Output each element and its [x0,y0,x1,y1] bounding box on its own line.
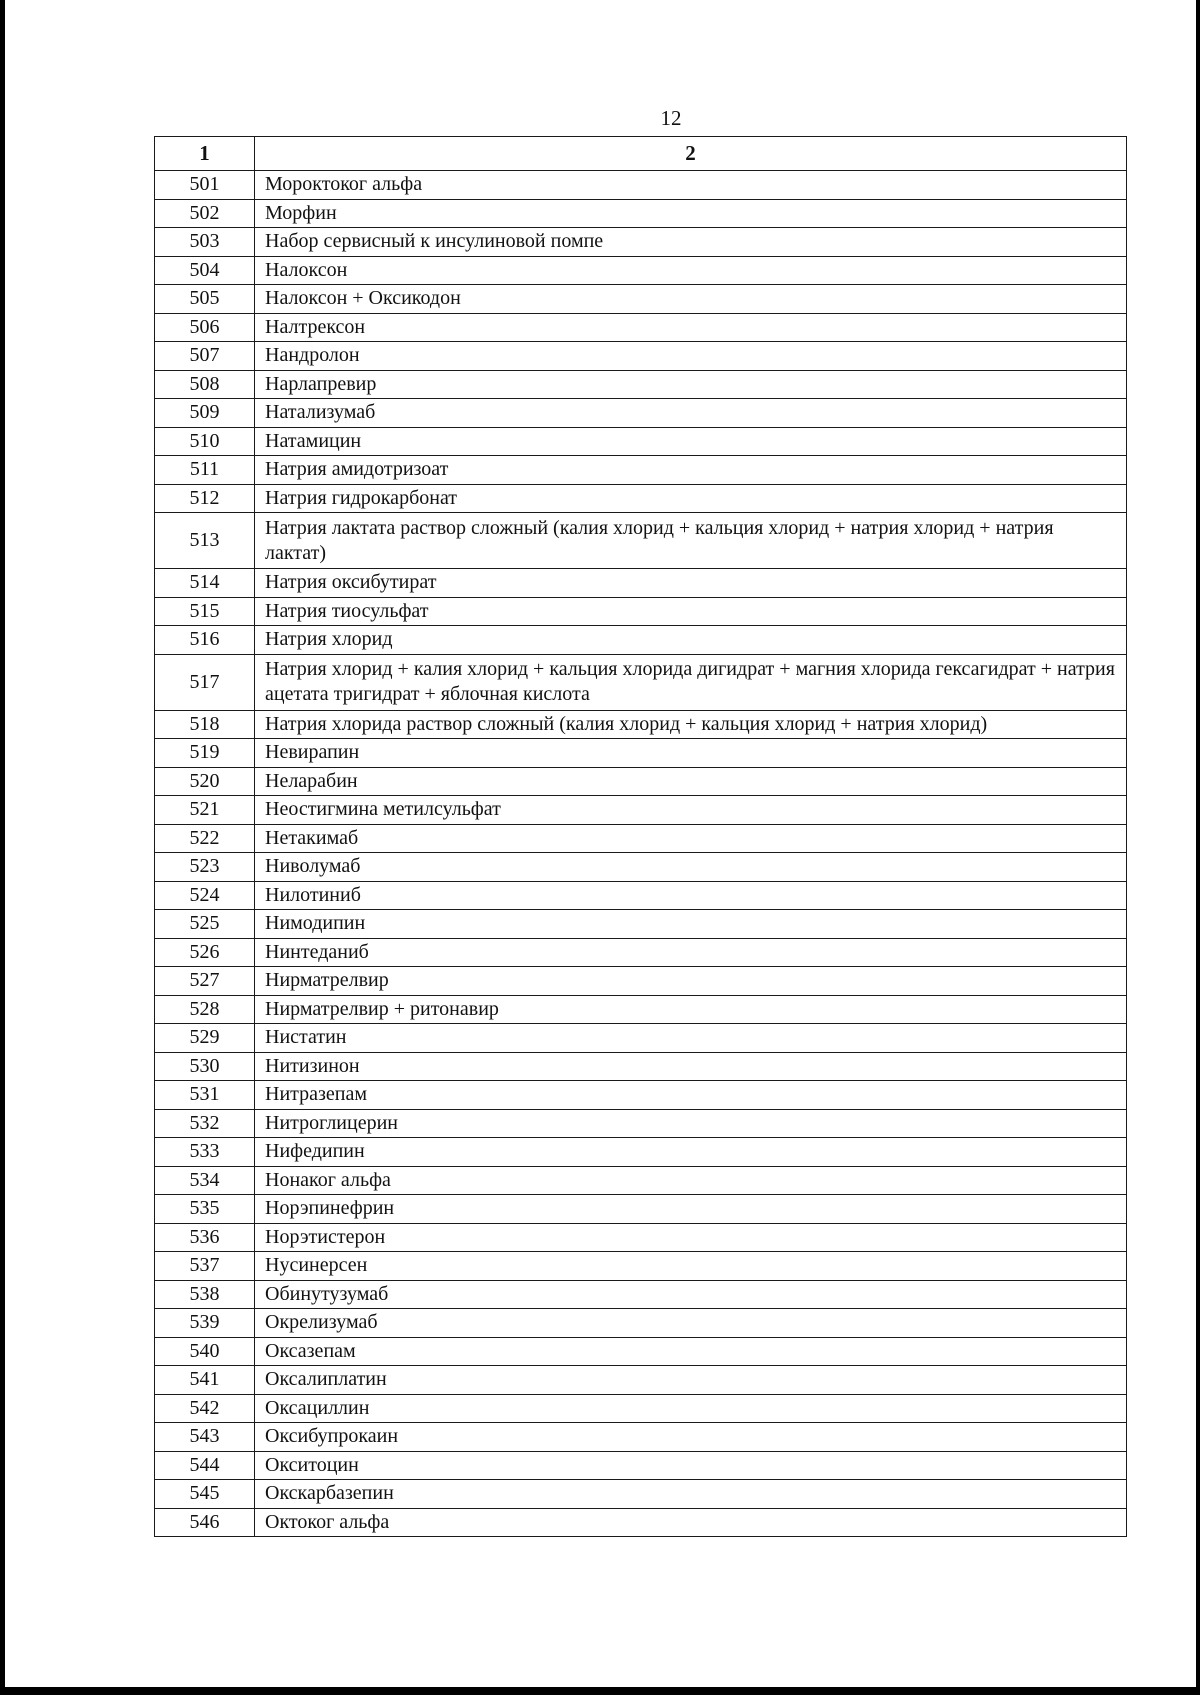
table-row [155,796,1127,825]
medicine-name: Октоког альфа [255,1508,1127,1537]
row-number: 528 [155,995,255,1024]
medicine-name: Оксибупрокаин [255,1423,1127,1452]
table-row [155,1337,1127,1366]
row-number: 529 [155,1024,255,1053]
column-header-name: 2 [255,137,1127,171]
table-row [155,513,1127,569]
table-row [155,739,1127,768]
medicine-name: Оксалиплатин [255,1366,1127,1395]
row-number: 519 [155,739,255,768]
medicine-name: Неларабин [255,767,1127,796]
row-number: 543 [155,1423,255,1452]
row-number: 510 [155,427,255,456]
column-header-number: 1 [155,137,255,171]
row-number: 526 [155,938,255,967]
medicine-name: Норэпинефрин [255,1195,1127,1224]
medicine-list-table [154,136,1127,1537]
row-number: 508 [155,370,255,399]
table-row [155,199,1127,228]
medicine-name: Норэтистерон [255,1223,1127,1252]
row-number: 540 [155,1337,255,1366]
table-row [155,1024,1127,1053]
table-row [155,1223,1127,1252]
scan-left-edge [0,0,5,1695]
row-number: 513 [155,513,255,569]
medicine-name: Натрия гидрокарбонат [255,484,1127,513]
medicine-name: Набор сервисный к инсулиновой помпе [255,228,1127,257]
row-number: 531 [155,1081,255,1110]
scan-bottom-edge [0,1687,1200,1695]
table-row [155,710,1127,739]
row-number: 524 [155,881,255,910]
table-row [155,285,1127,314]
medicine-name: Нонаког альфа [255,1166,1127,1195]
row-number: 530 [155,1052,255,1081]
table-row [155,1309,1127,1338]
scan-right-edge [1196,0,1200,1695]
row-number: 514 [155,569,255,598]
table-row [155,1195,1127,1224]
medicine-name: Налоксон + Оксикодон [255,285,1127,314]
medicine-name: Окситоцин [255,1451,1127,1480]
row-number: 533 [155,1138,255,1167]
medicine-name: Окскарбазепин [255,1480,1127,1509]
row-number: 509 [155,399,255,428]
medicine-name: Натрия лактата раствор сложный (калия хлорид + кальция хлорид + натрия хлорид + натрия лактат) [255,513,1127,569]
table-row [155,767,1127,796]
table-row [155,1052,1127,1081]
row-number: 512 [155,484,255,513]
table-row [155,1423,1127,1452]
table-row [155,1081,1127,1110]
row-number: 521 [155,796,255,825]
table-row [155,626,1127,655]
table-row [155,938,1127,967]
table-row [155,484,1127,513]
table-row [155,228,1127,257]
table-row [155,456,1127,485]
medicine-name: Ниволумаб [255,853,1127,882]
medicine-name: Натализумаб [255,399,1127,428]
row-number: 546 [155,1508,255,1537]
medicine-name: Налоксон [255,256,1127,285]
medicine-name: Нифедипин [255,1138,1127,1167]
table-row [155,171,1127,200]
table-row [155,1508,1127,1537]
row-number: 544 [155,1451,255,1480]
medicine-name: Невирапин [255,739,1127,768]
medicine-name: Нандролон [255,342,1127,371]
table-row [155,342,1127,371]
table-row [155,370,1127,399]
row-number: 535 [155,1195,255,1224]
row-number: 518 [155,710,255,739]
table-row [155,995,1127,1024]
medicine-name: Нирматрелвир + ритонавир [255,995,1127,1024]
row-number: 545 [155,1480,255,1509]
row-number: 532 [155,1109,255,1138]
table-body [155,171,1127,1537]
row-number: 538 [155,1280,255,1309]
table-row [155,1252,1127,1281]
table-row [155,881,1127,910]
row-number: 516 [155,626,255,655]
row-number: 525 [155,910,255,939]
table-row [155,1280,1127,1309]
medicine-name: Обинутузумаб [255,1280,1127,1309]
medicine-name: Окрелизумаб [255,1309,1127,1338]
medicine-name: Нинтеданиб [255,938,1127,967]
medicine-name: Нитразепам [255,1081,1127,1110]
table-row [155,1480,1127,1509]
medicine-name: Налтрексон [255,313,1127,342]
medicine-name: Натрия оксибутират [255,569,1127,598]
row-number: 527 [155,967,255,996]
medicine-name: Неостигмина метилсульфат [255,796,1127,825]
table-row [155,427,1127,456]
row-number: 505 [155,285,255,314]
medicine-name: Натрия хлорид [255,626,1127,655]
table-row [155,824,1127,853]
row-number: 520 [155,767,255,796]
row-number: 502 [155,199,255,228]
medicine-name: Морфин [255,199,1127,228]
table-row [155,1138,1127,1167]
medicine-name: Нитизинон [255,1052,1127,1081]
table-row [155,1366,1127,1395]
row-number: 507 [155,342,255,371]
medicine-name: Оксазепам [255,1337,1127,1366]
table-row [155,569,1127,598]
table-row [155,853,1127,882]
row-number: 515 [155,597,255,626]
medicine-name: Нилотиниб [255,881,1127,910]
table-row [155,654,1127,710]
table-row [155,1166,1127,1195]
medicine-name: Нистатин [255,1024,1127,1053]
row-number: 517 [155,654,255,710]
medicine-name: Натрия амидотризоат [255,456,1127,485]
row-number: 522 [155,824,255,853]
table-row [155,256,1127,285]
row-number: 504 [155,256,255,285]
row-number: 539 [155,1309,255,1338]
medicine-name: Нитроглицерин [255,1109,1127,1138]
row-number: 503 [155,228,255,257]
page-number: 12 [660,106,682,130]
row-number: 511 [155,456,255,485]
row-number: 542 [155,1394,255,1423]
medicine-name: Натрия тиосульфат [255,597,1127,626]
table-row [155,967,1127,996]
table-row [155,399,1127,428]
medicine-name: Натамицин [255,427,1127,456]
medicine-name: Натрия хлорид + калия хлорид + кальция хлорида дигидрат + магния хлорида гексагидрат + натрия ацетата тригидрат + яблочная кислота [255,654,1127,710]
row-number: 536 [155,1223,255,1252]
medicine-name: Нетакимаб [255,824,1127,853]
table-row [155,597,1127,626]
row-number: 541 [155,1366,255,1395]
medicine-name: Оксациллин [255,1394,1127,1423]
row-number: 534 [155,1166,255,1195]
medicine-name: Нусинерсен [255,1252,1127,1281]
row-number: 537 [155,1252,255,1281]
table-row [155,910,1127,939]
row-number: 501 [155,171,255,200]
row-number: 523 [155,853,255,882]
row-number: 506 [155,313,255,342]
table-row [155,313,1127,342]
medicine-name: Нарлапревир [255,370,1127,399]
table-row [155,1394,1127,1423]
table-row [155,1109,1127,1138]
table-header-row [155,137,1127,171]
medicine-name: Натрия хлорида раствор сложный (калия хлорид + кальция хлорид + натрия хлорид) [255,710,1127,739]
medicine-name: Нирматрелвир [255,967,1127,996]
medicine-name: Мороктоког альфа [255,171,1127,200]
table-row [155,1451,1127,1480]
medicine-name: Нимодипин [255,910,1127,939]
